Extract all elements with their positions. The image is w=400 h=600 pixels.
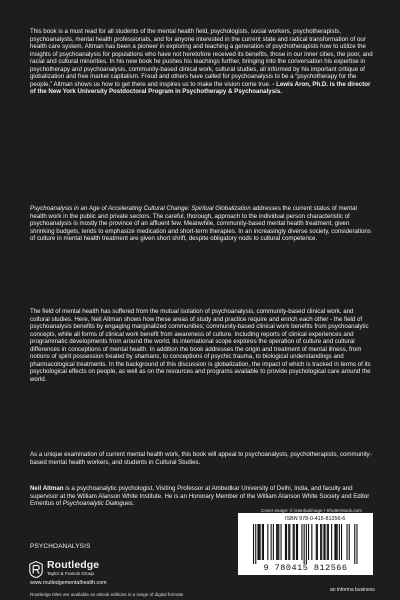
barcode-bar: [253, 524, 254, 564]
barcode-bar: [276, 524, 277, 560]
barcode-bar: [347, 524, 348, 560]
barcode-bar: [281, 524, 282, 560]
barcode-bar: [304, 524, 305, 564]
barcode-bar: [337, 524, 338, 560]
barcode-bar: [311, 524, 312, 560]
barcode-bar: [286, 524, 287, 560]
barcode-bar: [294, 524, 295, 560]
field-paragraph: [30, 308, 373, 383]
routledge-logo-icon: [28, 560, 43, 578]
book-title-inline: Psychoanalysis in an Age of Accelerating Cultural Change: Spiritual Globalization: [30, 205, 251, 212]
subject-category: PSYCHOANALYSIS: [30, 543, 91, 550]
barcode-bar: [320, 524, 321, 560]
endorsement-quote: [30, 28, 373, 96]
isbn-label: ISBN 978-0-415-81256-6: [285, 516, 346, 522]
barcode-bar: [325, 524, 326, 560]
barcode-bar: [262, 524, 263, 560]
barcode-bar: [289, 524, 290, 560]
barcode-bar: [308, 524, 309, 560]
author-bio-body: is a psychoanalytic psychologist, Visiting Professor at Ambedkar University of Delhi, India, and faculty and supervisor at the William Alanson White Institute. He is an Honorary Member of the William Alanson White Society and Editor Emeritus of: [30, 485, 370, 508]
author-bio-end: .: [132, 500, 135, 508]
barcode-digits: 9 780415 812566: [263, 563, 348, 573]
publisher-logo: [28, 560, 99, 578]
closing-paragraph: [30, 451, 373, 466]
publisher-name: Routledge: [47, 559, 100, 571]
cover-image-credit: Cover image: © istanbulimage / Shutterstock.com: [261, 508, 362, 513]
barcode-bar: [317, 524, 318, 560]
barcode-bar: [271, 524, 272, 560]
intro-paragraph: [30, 205, 373, 243]
endorsement-attribution: - Lewis Aron, Ph.D. is the director of the New York University Postdoctoral Program in Psychotherapy & Psychoanalysis.: [30, 80, 371, 96]
barcode-bar: [356, 524, 357, 564]
barcode-bar: [321, 524, 322, 560]
barcode-bar: [339, 524, 340, 560]
barcode-bar: [316, 524, 317, 560]
barcode-bar: [273, 524, 274, 560]
barcode-bar: [257, 524, 258, 560]
barcode-bar: [255, 524, 256, 564]
barcode-bar: [336, 524, 337, 560]
isbn-barcode: [238, 513, 373, 575]
barcode-bar: [334, 524, 335, 560]
barcode-bar: [331, 524, 332, 560]
publisher-website: www.routledgementalhealth.com: [30, 580, 107, 586]
field-paragraph-text: The field of mental health has suffered from the mutual isolation of psychoanalysis, community-based clinical work, and cultural studies. Here, Neil Altman shows how these areas of study and practice require and enrich each other - the field of psychoanalysis benefits by engaging marginalized communities; community-based clinical work benefits from psychoanalytic concepts, while all forms of clinical work benefit from awareness of culture. Including reports of clinical experiences and programmatic developments from around the world, its international scope explores the operation of culture and cultural differences in conceptions of mental health. In addition the book addresses the origin and treatment of mental illness, from notions of spirit possession treated by shamans, to conceptions of psychic trauma, to biological understandings and pharmacological treatments. In the background of this discussion is globalization, the impact of which is tracked in terms of its psychological effects on people, as well as on the resources and programs available to provide psychological care around the world.: [30, 308, 371, 383]
intro-body: addresses the current status of mental health work in the public and private sectors. The careful, thorough, approach to the individual person characteristic of psychoanalysis is mostly the province of an affluent few. Meanwhile, community-based mental health treatment, given shrinking budgets, tends to emphasize medication and short-term therapies. In an increasingly diverse society, considerations of culture in mental health treatment are given short shrift, despite obligatory nods to cultural competence.: [30, 205, 371, 243]
barcode-bar: [278, 524, 279, 560]
informa-tagline: an informa business: [330, 587, 375, 593]
barcode-bar: [277, 524, 278, 560]
barcode-bars: [243, 524, 368, 564]
endorsement-body: This book is a must read for all students of the mental health field, psychologists, social workers, psychotherapists, psychoanalysts, mental health professionals, and for anyone interested in the current state and radical transformation of our health care system. Altman has been a pioneer in exploring and teaching a generation of psychotherapists how to utilize the insights of psychoanalysis for populations who have not heretofore received its benefits, those in our inner cities, the poor, and racial and cultural minorities. In his new book he pushes his teachings further, bringing into the conversation his expertise in psychotherapy and psychoanalysis, community-based clinical work, cultural studies, all informed by his important critique of globalization and free market capitalism. Freud and others have called for psychoanalysis to be a “psychotherapy for the people,” Altman shows us how to get there and inspires us to make the vision come true.: [30, 28, 373, 88]
author-bio: [30, 485, 373, 508]
barcode-bar: [328, 524, 329, 560]
barcode-bar: [259, 524, 260, 560]
barcode-bar: [285, 524, 286, 560]
barcode-bar: [293, 524, 294, 560]
barcode-bar: [288, 524, 289, 560]
journal-title: Psychoanalytic Dialogues: [62, 500, 133, 508]
barcode-bar: [297, 524, 298, 560]
barcode-bar: [327, 524, 328, 560]
barcode-bar: [267, 524, 268, 560]
barcode-bar: [354, 524, 355, 564]
barcode-bar: [341, 524, 342, 560]
ebook-note: Routledge titles are available as eBook editions in a range of digital formats: [30, 592, 184, 597]
barcode-bar: [323, 524, 324, 560]
barcode-bar: [263, 524, 264, 560]
barcode-bar: [260, 524, 261, 560]
barcode-bar: [301, 524, 302, 560]
author-name: Neil Altman: [30, 485, 64, 492]
closing-paragraph-text: As a unique examination of current mental health work, this book will appeal to psychoanalysts, psychotherapists, community-based mental health workers, and students in Cultural Studies.: [30, 451, 372, 466]
barcode-bar: [296, 524, 297, 560]
publisher-group: Taylor & Francis Group: [47, 571, 94, 576]
barcode-bar: [306, 524, 307, 564]
barcode-bar: [349, 524, 350, 560]
